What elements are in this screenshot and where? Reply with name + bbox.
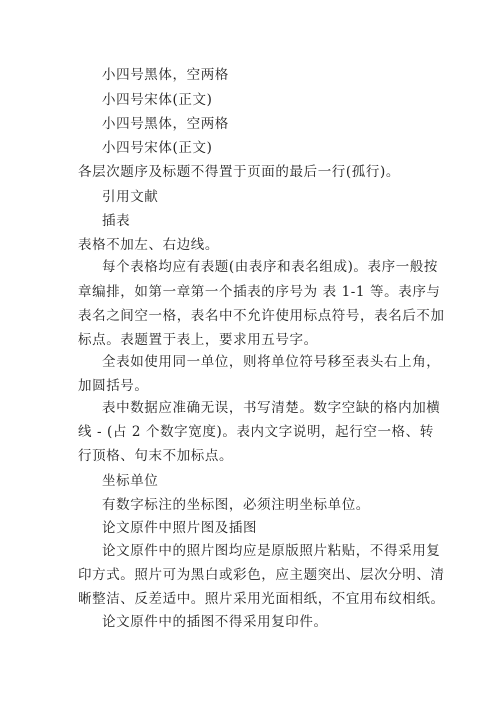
text-line: 小四号黑体，空两格 (102, 116, 229, 132)
text-line: 表格不加左、右边线。 (78, 237, 219, 253)
paragraph-line: 行顶格、句末不加标点。 (78, 448, 234, 464)
text-line: 各层次题序及标题不得置于页面的最后一行(孤行)。 (78, 164, 400, 180)
section-heading: 插表 (102, 213, 131, 229)
text-line: 小四号黑体，空两格 (102, 67, 229, 83)
text-line: 小四号宋体(正文) (102, 140, 213, 156)
paragraph-line: 线 - (占 2 个数字宽度)。表内文字说明，起行空一格、转 (78, 424, 434, 440)
paragraph-line: 加圆括号。 (78, 378, 149, 394)
paragraph-line: 晰整洁、反差适中。照片采用光面相纸，不宜用布纹相纸。 (78, 591, 445, 607)
text-line: 小四号宋体(正文) (102, 92, 213, 108)
paragraph-line: 印方式。照片可为黑白或彩色，应主题突出、层次分明、清 (78, 567, 445, 583)
paragraph-line: 全表如使用同一单位，则将单位符号移至表头右上角， (102, 354, 441, 370)
paragraph-line: 表名之间空一格，表名中不允许使用标点符号，表名后不加 (78, 308, 445, 324)
paragraph-line: 论文原件中的照片图均应是原版照片粘贴，不得采用复 (102, 543, 441, 559)
paragraph-line: 标点。表题置于表上，要求用五号字。 (78, 332, 318, 348)
section-heading: 论文原件中照片图及插图 (102, 520, 258, 536)
text-line: 有数字标注的坐标图，必须注明坐标单位。 (102, 497, 370, 513)
paragraph-line: 每个表格均应有表题(由表序和表名组成)。表序一般按 (102, 259, 439, 275)
paragraph-line: 章编排，如第一章第一个插表的序号为 表 1-1 等。表序与 (78, 284, 441, 300)
paragraph-line: 论文原件中的插图不得采用复印件。 (102, 614, 328, 630)
paragraph-line: 表中数据应准确无误，书写清楚。数字空缺的格内加横 (102, 400, 441, 416)
section-heading: 引用文献 (102, 189, 159, 205)
section-heading: 坐标单位 (102, 473, 159, 489)
